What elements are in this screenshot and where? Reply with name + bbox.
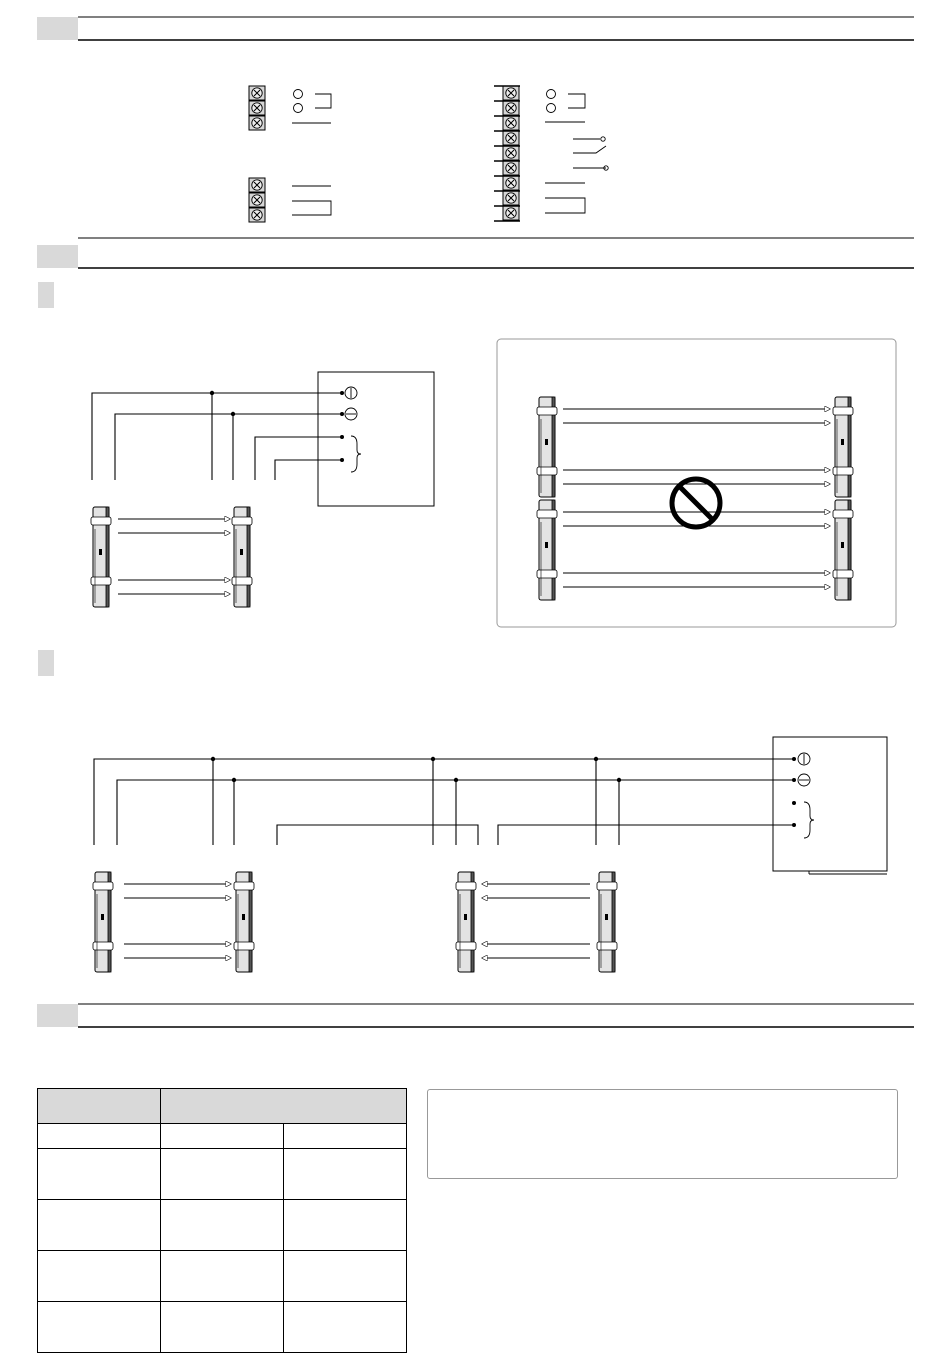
- table-row: [38, 1149, 407, 1200]
- table-subheader-cell: [284, 1124, 407, 1149]
- table-cell: [38, 1200, 161, 1251]
- table-row: [38, 1302, 407, 1353]
- section-header-terminals: [37, 17, 914, 40]
- table-cell: [161, 1200, 284, 1251]
- table-row: [38, 1200, 407, 1251]
- table-cell: [38, 1251, 161, 1302]
- spec-table: [37, 1088, 407, 1353]
- receiver-terminal: [494, 86, 608, 221]
- control-panel-2: [773, 737, 887, 871]
- table-cell: [38, 1149, 161, 1200]
- control-panel: [318, 372, 434, 506]
- table-cell: [284, 1302, 407, 1353]
- note-box: [427, 1089, 898, 1179]
- table-cell: [161, 1251, 284, 1302]
- subsection-marker-single: [38, 282, 54, 308]
- multiple-pairs-wiring: [93, 737, 887, 972]
- transmitter-terminal-upper: [249, 86, 331, 130]
- table-cell: [284, 1251, 407, 1302]
- transmitter-terminal-lower: [249, 178, 331, 222]
- table-header-cell: [161, 1089, 407, 1124]
- table-subheader-cell: [38, 1124, 161, 1149]
- table-cell: [38, 1302, 161, 1353]
- single-pair-wiring: [91, 372, 434, 607]
- section-header-specs: [37, 1004, 914, 1027]
- table-header-cell: [38, 1089, 161, 1124]
- table-cell: [161, 1149, 284, 1200]
- table-cell: [284, 1200, 407, 1251]
- section-header-wiring: [37, 238, 914, 268]
- table-cell: [284, 1149, 407, 1200]
- prohibited-arrangement-panel: [497, 339, 896, 627]
- table-row: [38, 1251, 407, 1302]
- subsection-marker-multiple: [38, 650, 54, 676]
- table-subheader-cell: [161, 1124, 284, 1149]
- table-cell: [161, 1302, 284, 1353]
